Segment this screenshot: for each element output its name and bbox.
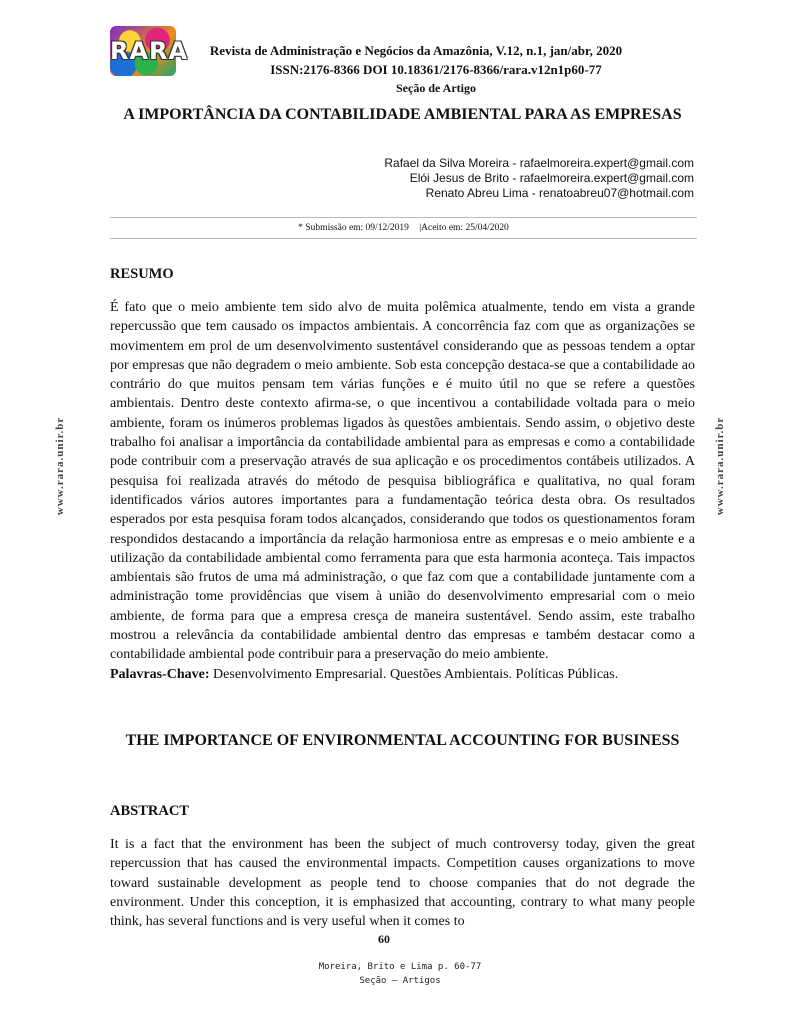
journal-logo (110, 26, 189, 76)
keywords-label: Palavras-Chave: (110, 667, 210, 682)
section-label: Seção de Artigo (396, 81, 476, 95)
article-title-pt: A IMPORTÂNCIA DA CONTABILIDADE AMBIENTAL PARA AS EMPRESAS (123, 106, 682, 123)
footer-section: Seção — Artigos (359, 976, 441, 986)
page-number: 60 (378, 932, 390, 946)
side-url-left: www.rara.unir.br (54, 416, 66, 516)
author-list (384, 156, 694, 201)
footer-authors: Moreira, Brito e Lima p. 60-77 (318, 962, 482, 972)
issn-doi: ISSN:2176-8366 DOI 10.18361/2176-8366/rara.v12n1p60-77 (270, 62, 602, 77)
accepted-date: |Aceito em: 25/04/2020 (419, 223, 509, 233)
keywords-text: Desenvolvimento Empresarial. Questões Ambientais. Políticas Públicas. (213, 667, 619, 682)
logo-text: RARA (110, 37, 189, 65)
resumo-text: É fato que o meio ambiente tem sido alvo de muita polêmica atualmente, tendo em vista a grande repercussão que tem causado os impactos ambientais. A concorrência faz com que as organizações se movimentem em prol de um desenvolvimento sustentável considerando que as pessoas tendem a optar por empresas que não degradem o meio ambiente. Sob esta concepção destaca-se que a contabilidade ao contrário do que muitos pensam tem várias funções e é muito útil no que se refere a questões ambientais. Dentro deste contexto afirma-se, o que incentivou a contabilidade voltada para o meio ambiente, foram os inúmeros problemas ligados às questões ambientais. Sendo assim, o objetivo deste trabalho foi analisar a importância da contabilidade ambiental para as empresas e como a contabilidade pode contribuir com a preservação através de sua aplicação e os procedimentos contábeis utilizados. A pesquisa foi realizada através do método de pesquisa bibliográfica e qualitativa, no qual foram identificados vários autores importantes para a fundamentação teórica desta obra. Os resultados esperados por esta pesquisa foram todos alcançados, considerando que todos os questionamentos foram respondidos destacando a importância da relação harmoniosa entre as empresas e o meio ambiente e a utilização da contabilidade ambiental como ferramenta para que esta harmonia aconteça. Tais impactos ambientais são frutos de uma má administração, o que faz com que a contabilidade juntamente com a administração tome providências que visem à união do desenvolvimento empresarial com o meio ambiente, de forma para que a empresa cresça de maneira sustentável. Sendo assim, este trabalho mostrou a relevância da contabilidade ambiental dentro das empresas e também destacar como a contabilidade ambiental pode contribuir para a preservação do meio ambiente. (110, 300, 695, 663)
submitted-date: * Submissão em: 09/12/2019 (298, 223, 409, 233)
journal-title: Revista de Administração e Negócios da Amazônia, V.12, n.1, jan/abr, 2020 (209, 43, 623, 58)
author-line: Elói Jesus de Brito - rafaelmoreira.expert@gmail.com (409, 171, 694, 185)
abstract-text: It is a fact that the environment has been the subject of much controversy today, given the great repercussion that has caused the environmental impacts. Competition causes organizations to move toward sustainable development as people tend to choose companies that do not degrade the environment. Under this conception, it is emphasized that accounting, contrary to what many people think, has several functions and is very useful when it comes to (110, 837, 695, 930)
author-line: Renato Abreu Lima - renatoabreu07@hotmail.com (425, 186, 694, 200)
submission-dates (110, 223, 697, 233)
side-url-right: www.rara.unir.br (714, 416, 726, 516)
keywords (110, 667, 618, 683)
divider-bottom (110, 238, 697, 239)
article-title-en: THE IMPORTANCE OF ENVIRONMENTAL ACCOUNTING FOR BUSINESS (125, 732, 680, 749)
divider-top (110, 217, 697, 218)
author-line: Rafael da Silva Moreira - rafaelmoreira.expert@gmail.com (384, 156, 694, 170)
abstract-heading: ABSTRACT (110, 803, 189, 819)
resumo-heading: RESUMO (110, 266, 174, 282)
